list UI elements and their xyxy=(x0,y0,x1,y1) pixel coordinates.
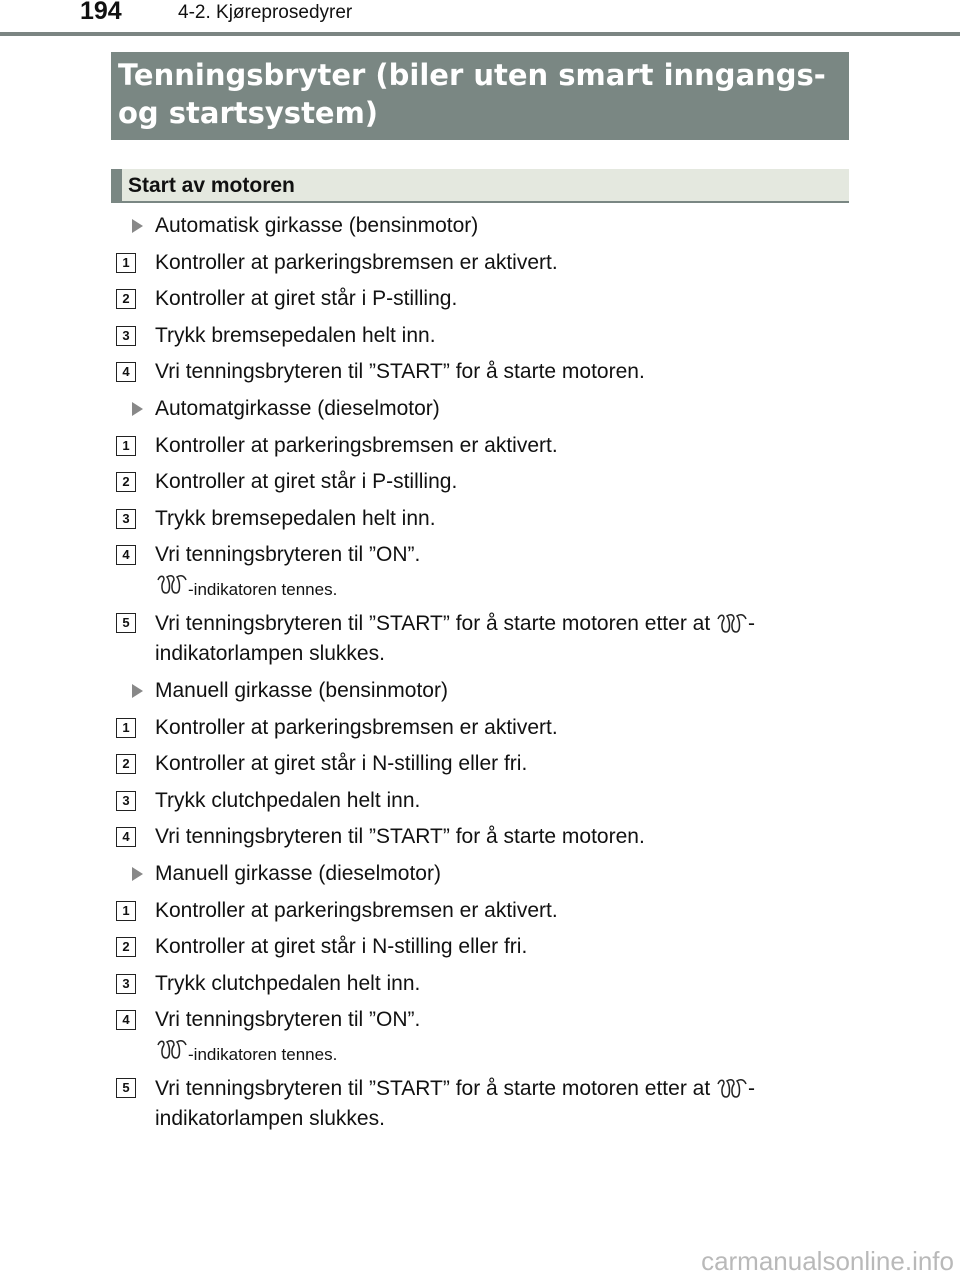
section-heading xyxy=(116,856,851,893)
step-text xyxy=(155,1074,850,1134)
step-number: 1 xyxy=(116,253,136,273)
section-heading-text: Manuell girkasse (bensinmotor) xyxy=(155,678,448,702)
step-number: 1 xyxy=(116,718,136,738)
arrow-icon xyxy=(132,402,143,416)
step-text: Kontroller at giret står i P-stilling. xyxy=(155,470,458,494)
step-item xyxy=(116,281,851,318)
step-item xyxy=(116,245,851,282)
section-heading-text: Automatgirkasse (dieselmotor) xyxy=(155,396,440,420)
step-item xyxy=(116,783,851,820)
step-item xyxy=(116,428,851,465)
step-number: 2 xyxy=(116,472,136,492)
section-heading-text: Manuell girkasse (dieselmotor) xyxy=(155,861,441,885)
step-item xyxy=(116,819,851,856)
section-heading-text: Automatisk girkasse (bensinmotor) xyxy=(155,214,479,237)
step-number: 2 xyxy=(116,937,136,957)
note-text: -indikatoren tennes. xyxy=(188,1044,338,1064)
step-number: 3 xyxy=(116,326,136,346)
step-number: 3 xyxy=(116,791,136,811)
indicator-note xyxy=(116,574,851,606)
step-number: 2 xyxy=(116,754,136,774)
step-number: 1 xyxy=(116,901,136,921)
section-heading xyxy=(116,208,851,245)
step-item xyxy=(116,746,851,783)
step-text: Vri tenningsbryteren til ”START” for å starte motoren. xyxy=(155,360,645,384)
glow-plug-icon xyxy=(156,1039,188,1059)
step-text-part: Vri tenningsbryteren til ”START” for å starte motoren etter at xyxy=(155,611,716,635)
step-number: 2 xyxy=(116,289,136,309)
step-text: Vri tenningsbryteren til ”START” for å starte motoren. xyxy=(155,825,645,849)
step-text-part: - xyxy=(748,611,755,635)
chapter-title: 4-2. Kjøreprosedyrer xyxy=(178,2,353,23)
step-text: Kontroller at parkeringsbremsen er aktivert. xyxy=(155,250,558,274)
step-number: 5 xyxy=(116,613,136,633)
arrow-icon xyxy=(132,867,143,881)
step-text: Trykk clutchpedalen helt inn. xyxy=(155,788,421,812)
step-item xyxy=(116,464,851,501)
step-item xyxy=(116,1071,851,1138)
glow-plug-icon xyxy=(716,1078,748,1098)
step-text: Vri tenningsbryteren til ”ON”. xyxy=(155,1008,421,1032)
glow-plug-icon xyxy=(156,574,188,594)
step-item xyxy=(116,501,851,538)
step-text: Vri tenningsbryteren til ”ON”. xyxy=(155,543,421,567)
section-subheading: Start av motoren xyxy=(111,169,849,203)
step-text-part: Vri tenningsbryteren til ”START” for å starte motoren etter at xyxy=(155,1076,716,1100)
header-rule xyxy=(0,32,960,36)
step-text: Kontroller at giret står i P-stilling. xyxy=(155,287,458,311)
step-text: Trykk bremsepedalen helt inn. xyxy=(155,506,436,530)
step-item xyxy=(116,354,851,391)
step-item xyxy=(116,606,851,673)
step-text: Kontroller at giret står i N-stilling eller fri. xyxy=(155,935,528,959)
step-number: 5 xyxy=(116,1078,136,1098)
glow-plug-icon xyxy=(716,613,748,633)
step-item xyxy=(116,318,851,355)
page-title: Tenningsbryter (biler uten smart inngangs- og startsystem) xyxy=(111,52,849,140)
step-text-part: indikatorlampen slukkes. xyxy=(155,1106,385,1130)
step-text: Kontroller at parkeringsbremsen er aktivert. xyxy=(155,715,558,739)
step-item xyxy=(116,537,851,574)
indicator-note xyxy=(116,1039,851,1071)
note-text: -indikatoren tennes. xyxy=(188,579,338,599)
step-text-part: indikatorlampen slukkes. xyxy=(155,641,385,665)
step-number: 4 xyxy=(116,1010,136,1030)
step-text-part: - xyxy=(748,1076,755,1100)
section-heading xyxy=(116,391,851,428)
step-number: 4 xyxy=(116,545,136,565)
watermark: carmanualsonline.info xyxy=(701,1246,954,1276)
arrow-icon xyxy=(132,219,143,233)
step-text: Trykk bremsepedalen helt inn. xyxy=(155,323,436,347)
step-number: 4 xyxy=(116,827,136,847)
step-number: 3 xyxy=(116,974,136,994)
step-item xyxy=(116,893,851,930)
step-text xyxy=(155,609,850,669)
step-number: 4 xyxy=(116,362,136,382)
arrow-icon xyxy=(132,684,143,698)
step-text: Kontroller at parkeringsbremsen er aktivert. xyxy=(155,898,558,922)
section-heading xyxy=(116,673,851,710)
step-text: Trykk clutchpedalen helt inn. xyxy=(155,971,421,995)
step-number: 1 xyxy=(116,436,136,456)
content xyxy=(116,208,851,1138)
step-item xyxy=(116,929,851,966)
step-item xyxy=(116,966,851,1003)
step-item xyxy=(116,1002,851,1039)
step-item xyxy=(116,710,851,747)
step-text: Kontroller at giret står i N-stilling eller fri. xyxy=(155,752,528,776)
page-number: 194 xyxy=(80,0,122,25)
step-text: Kontroller at parkeringsbremsen er aktivert. xyxy=(155,433,558,457)
step-number: 3 xyxy=(116,509,136,529)
